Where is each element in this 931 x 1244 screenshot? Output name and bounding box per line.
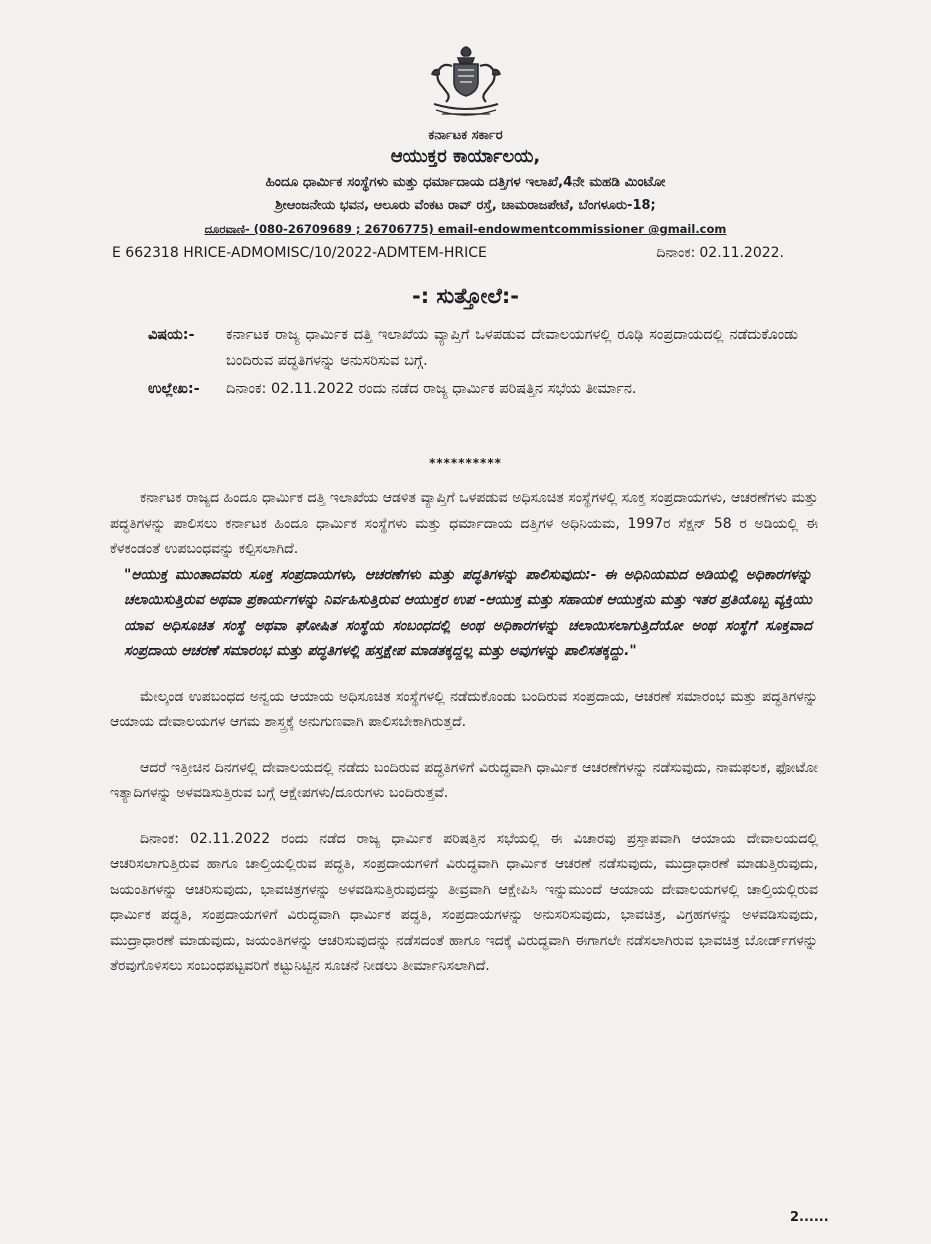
reference-number: E 662318 HRICE-ADMOMISC/10/2022-ADMTEM-HRICE — [112, 245, 487, 261]
date-label: ದಿನಾಂಕ: — [656, 245, 696, 261]
body-paragraph-2: ಮೇಲ್ಕಂಡ ಉಪಬಂಧದ ಅನ್ವಯ ಆಯಾಯ ಅಧಿಸೂಚಿತ ಸಂಸ್ಥೆಗಳಲ್ಲಿ ನಡೆದುಕೊಂಡು ಬಂದಿರುವ ಸಂಪ್ರದಾಯ, ಆಚರಣೆ ಸಮಾರಂಭ ಮತ್ತು ಪದ್ಧತಿಗಳನ್ನು ಆಯಾಯ ದೇವಾಲಯಗಳ ಆಗಮ ಶಾಸ್ತ್ರಕ್ಕೆ ಅನುಗುಣವಾಗಿ ಪಾಲಿಸಬೇಕಾಗಿರುತ್ತದೆ. — [110, 688, 818, 730]
office-name: ಆಯುಕ್ತರ ಕಾರ್ಯಾಲಯ, — [390, 146, 541, 167]
address-line: ಶ್ರೀಆಂಜನೇಯ ಭವನ, ಆಲೂರು ವೆಂಕಟ ರಾವ್ ರಸ್ತೆ, ಚಾಮರಾಜಪೇಟೆ, ಬೆಂಗಳೂರು-18; — [275, 198, 656, 213]
subject-label: ವಿಷಯ:- — [148, 327, 195, 343]
subject-block — [148, 322, 798, 404]
reference-label: ಉಲ್ಲೇಖ:- — [148, 381, 200, 397]
subject-entry — [148, 322, 798, 374]
date-block — [656, 245, 784, 261]
document-title: -: ಸುತ್ತೋಲೆ:- — [411, 284, 520, 308]
contact-line: ದೂರವಾಣಿ- (080-26709689 ; 26706775) email-endowmentcommissioner @gmail.com — [204, 222, 727, 236]
reference-row — [112, 245, 784, 261]
body-text — [110, 486, 818, 1000]
body-paragraph-1: ಕರ್ನಾಟಕ ರಾಜ್ಯದ ಹಿಂದೂ ಧಾರ್ಮಿಕ ದತ್ತಿ ಇಲಾಖೆಯ ಆಡಳಿತ ವ್ಯಾಪ್ತಿಗೆ ಒಳಪಡುವ ಅಧಿಸೂಚಿತ ಸಂಸ್ಥೆಗಳಲ್ಲಿ ಸೂಕ್ತ ಸಂಪ್ರದಾಯಗಳು, ಆಚರಣೆಗಳು ಮತ್ತು ಪದ್ಧತಿಗಳನ್ನು ಪಾಲಿಸಲು ಕರ್ನಾಟಕ ಹಿಂದೂ ಧಾರ್ಮಿಕ ಸಂಸ್ಥೆಗಳು ಮತ್ತು ಧರ್ಮಾದಾಯ ದತ್ತಿಗಳ ಅಧಿನಿಯಮ, 1997ರ ಸೆಕ್ಷನ್ 58 ರ ಅಡಿಯಲ್ಲಿ ಈ ಕೆಳಕಂಡಂತೆ ಉಪಬಂಧವನ್ನು ಕಲ್ಪಿಸಲಾಗಿದೆ. — [110, 490, 818, 557]
act-quotation: "ಆಯುಕ್ತ ಮುಂತಾದವರು ಸೂಕ್ತ ಸಂಪ್ರದಾಯಗಳು, ಆಚರಣೆಗಳು ಮತ್ತು ಪದ್ಧತಿಗಳನ್ನು ಪಾಲಿಸುವುದು:- ಈ ಅಧಿನಿಯಮದ ಅಡಿಯಲ್ಲಿ ಅಧಿಕಾರಗಳನ್ನು ಚಲಾಯಿಸುತ್ತಿರುವ ಅಥವಾ ಪ್ರಕಾರ್ಯಗಳನ್ನು ನಿರ್ವಹಿಸುತ್ತಿರುವ ಆಯುಕ್ತರ ಉಪ -ಆಯುಕ್ತ ಮತ್ತು ಸಹಾಯಕ ಆಯುಕ್ತನು ಮತ್ತು ಇತರ ಪ್ರತಿಯೊಬ್ಬ ವ್ಯಕ್ತಿಯು ಯಾವ ಅಧಿಸೂಚಿತ ಸಂಸ್ಥೆ ಅಥವಾ ಘೋಷಿತ ಸಂಸ್ಥೆಯ ಸಂಬಂಧದಲ್ಲಿ ಅಂಥ ಅಧಿಕಾರಗಳನ್ನು ಚಲಾಯಿಸಲಾಗುತ್ತಿದೆಯೋ ಅಂಥ ಸಂಸ್ಥೆಗೆ ಸೂಕ್ತವಾದ ಸಂಪ್ರದಾಯ ಆಚರಣೆ ಸಮಾರಂಭ ಮತ್ತು ಪದ್ಧತಿಗಳಲ್ಲಿ ಹಸ್ತಕ್ಷೇಪ ಮಾಡತಕ್ಕದ್ದಲ್ಲ ಮತ್ತು ಅವುಗಳನ್ನು ಪಾಲಿಸತಕ್ಕದ್ದು." — [124, 566, 812, 659]
body-paragraph-4: ದಿನಾಂಕ: 02.11.2022 ರಂದು ನಡೆದ ರಾಜ್ಯ ಧಾರ್ಮಿಕ ಪರಿಷತ್ತಿನ ಸಭೆಯಲ್ಲಿ ಈ ವಿಚಾರವು ಪ್ರಸ್ತಾಪವಾಗಿ ಆಯಾಯ ದೇವಾಲಯದಲ್ಲಿ ಆಚರಿಸಲಾಗುತ್ತಿರುವ ಹಾಗೂ ಚಾಲ್ತಿಯಲ್ಲಿರುವ ಪದ್ಧತಿ, ಸಂಪ್ರದಾಯಗಳಿಗೆ ವಿರುದ್ಧವಾಗಿ ಧಾರ್ಮಿಕ ಆಚರಣೆ ನಡೆಸುವುದು, ಮುದ್ರಾಧಾರಣೆ ಮಾಡುತ್ತಿರುವುದು, ಜಯಂತಿಗಳನ್ನು ಆಚರಿಸುವುದು, ಭಾವಚಿತ್ರಗಳನ್ನು ಅಳವಡಿಸುತ್ತಿರುವುದನ್ನು ತೀವ್ರವಾಗಿ ಆಕ್ಷೇಪಿಸಿ ಇನ್ನುಮುಂದೆ ಆಯಾಯ ದೇವಾಲಯಗಳಲ್ಲಿ ಚಾಲ್ತಿಯಲ್ಲಿರುವ ಧಾರ್ಮಿಕ ಪದ್ಧತಿ, ಸಂಪ್ರದಾಯಗಳಿಗೆ ವಿರುದ್ಧವಾಗಿ ಧಾರ್ಮಿಕ ಪದ್ಧತಿ, ಸಂಪ್ರದಾಯಗಳನ್ನು ಅನುಸರಿಸುವುದು, ಭಾವಚಿತ್ರ, ವಿಗ್ರಹಗಳನ್ನು ಅಳವಡಿಸುವುದು, ಮುದ್ರಾಧಾರಣೆ ಮಾಡುವುದು, ಜಯಂತಿಗಳನ್ನು ಆಚರಿಸುವುದನ್ನು ನಡೆಸದಂತೆ ಹಾಗೂ ಇದಕ್ಕೆ ವಿರುದ್ಧವಾಗಿ ಈಗಾಗಲೇ ನಡೆಸಲಾಗಿರುವ ಭಾವಚಿತ್ರ ಬೋರ್ಡ್‌ಗಳನ್ನು ತೆರವುಗೊಳಿಸಲು ಸಂಬಂಧಪಟ್ಟವರಿಗೆ ಕಟ್ಟುನಿಟ್ಟಿನ ಸೂಚನೆ ನೀಡಲು ತೀರ್ಮಾನಿಸಲಾಗಿದೆ. — [110, 830, 818, 974]
reference-entry — [148, 376, 798, 402]
page-number: 2...... — [790, 1210, 829, 1225]
subject-text: ಕರ್ನಾಟಕ ರಾಜ್ಯ ಧಾರ್ಮಿಕ ದತ್ತಿ ಇಲಾಖೆಯ ವ್ಯಾಪ್ತಿಗೆ ಒಳಪಡುವ ದೇವಾಲಯಗಳಲ್ಲಿ ರೂಢಿ ಸಂಪ್ರದಾಯದಲ್ಲಿ ನಡೆದುಕೊಂಡು ಬಂದಿರುವ ಪದ್ಧತಿಗಳನ್ನು ಅನುಸರಿಸುವ ಬಗ್ಗೆ. — [226, 327, 798, 369]
state-emblem-icon — [422, 40, 510, 122]
date-value: 02.11.2022. — [699, 245, 784, 261]
body-paragraph-3: ಆದರೆ ಇತ್ತೀಚಿನ ದಿನಗಳಲ್ಲಿ ದೇವಾಲಯದಲ್ಲಿ ನಡೆದು ಬಂದಿರುವ ಪದ್ಧತಿಗಳಿಗೆ ವಿರುದ್ಧವಾಗಿ ಧಾರ್ಮಿಕ ಆಚರಣೆಗಳನ್ನು ನಡೆಸುವುದು, ನಾಮಫಲಕ, ಫೋಟೋ ಇತ್ಯಾದಿಗಳನ್ನು ಅಳವಡಿಸುತ್ತಿರುವ ಬಗ್ಗೆ ಆಕ್ಷೇಪಗಳು/ದೂರುಗಳು ಬಂದಿರುತ್ತವೆ. — [110, 759, 818, 801]
reference-text: ದಿನಾಂಕ: 02.11.2022 ರಂದು ನಡೆದ ರಾಜ್ಯ ಧಾರ್ಮಿಕ ಪರಿಷತ್ತಿನ ಸಭೆಯ ತೀರ್ಮಾನ. — [226, 381, 637, 397]
department-line: ಹಿಂದೂ ಧಾರ್ಮಿಕ ಸಂಸ್ಥೆಗಳು ಮತ್ತು ಧರ್ಮಾದಾಯ ದತ್ತಿಗಳ ಇಲಾಖೆ,4ನೇ ಮಹಡಿ ಮಿಂಟೋ — [265, 174, 666, 190]
government-name: ಕರ್ನಾಟಕ ಸರ್ಕಾರ — [428, 128, 503, 143]
separator: ********** — [429, 456, 502, 470]
